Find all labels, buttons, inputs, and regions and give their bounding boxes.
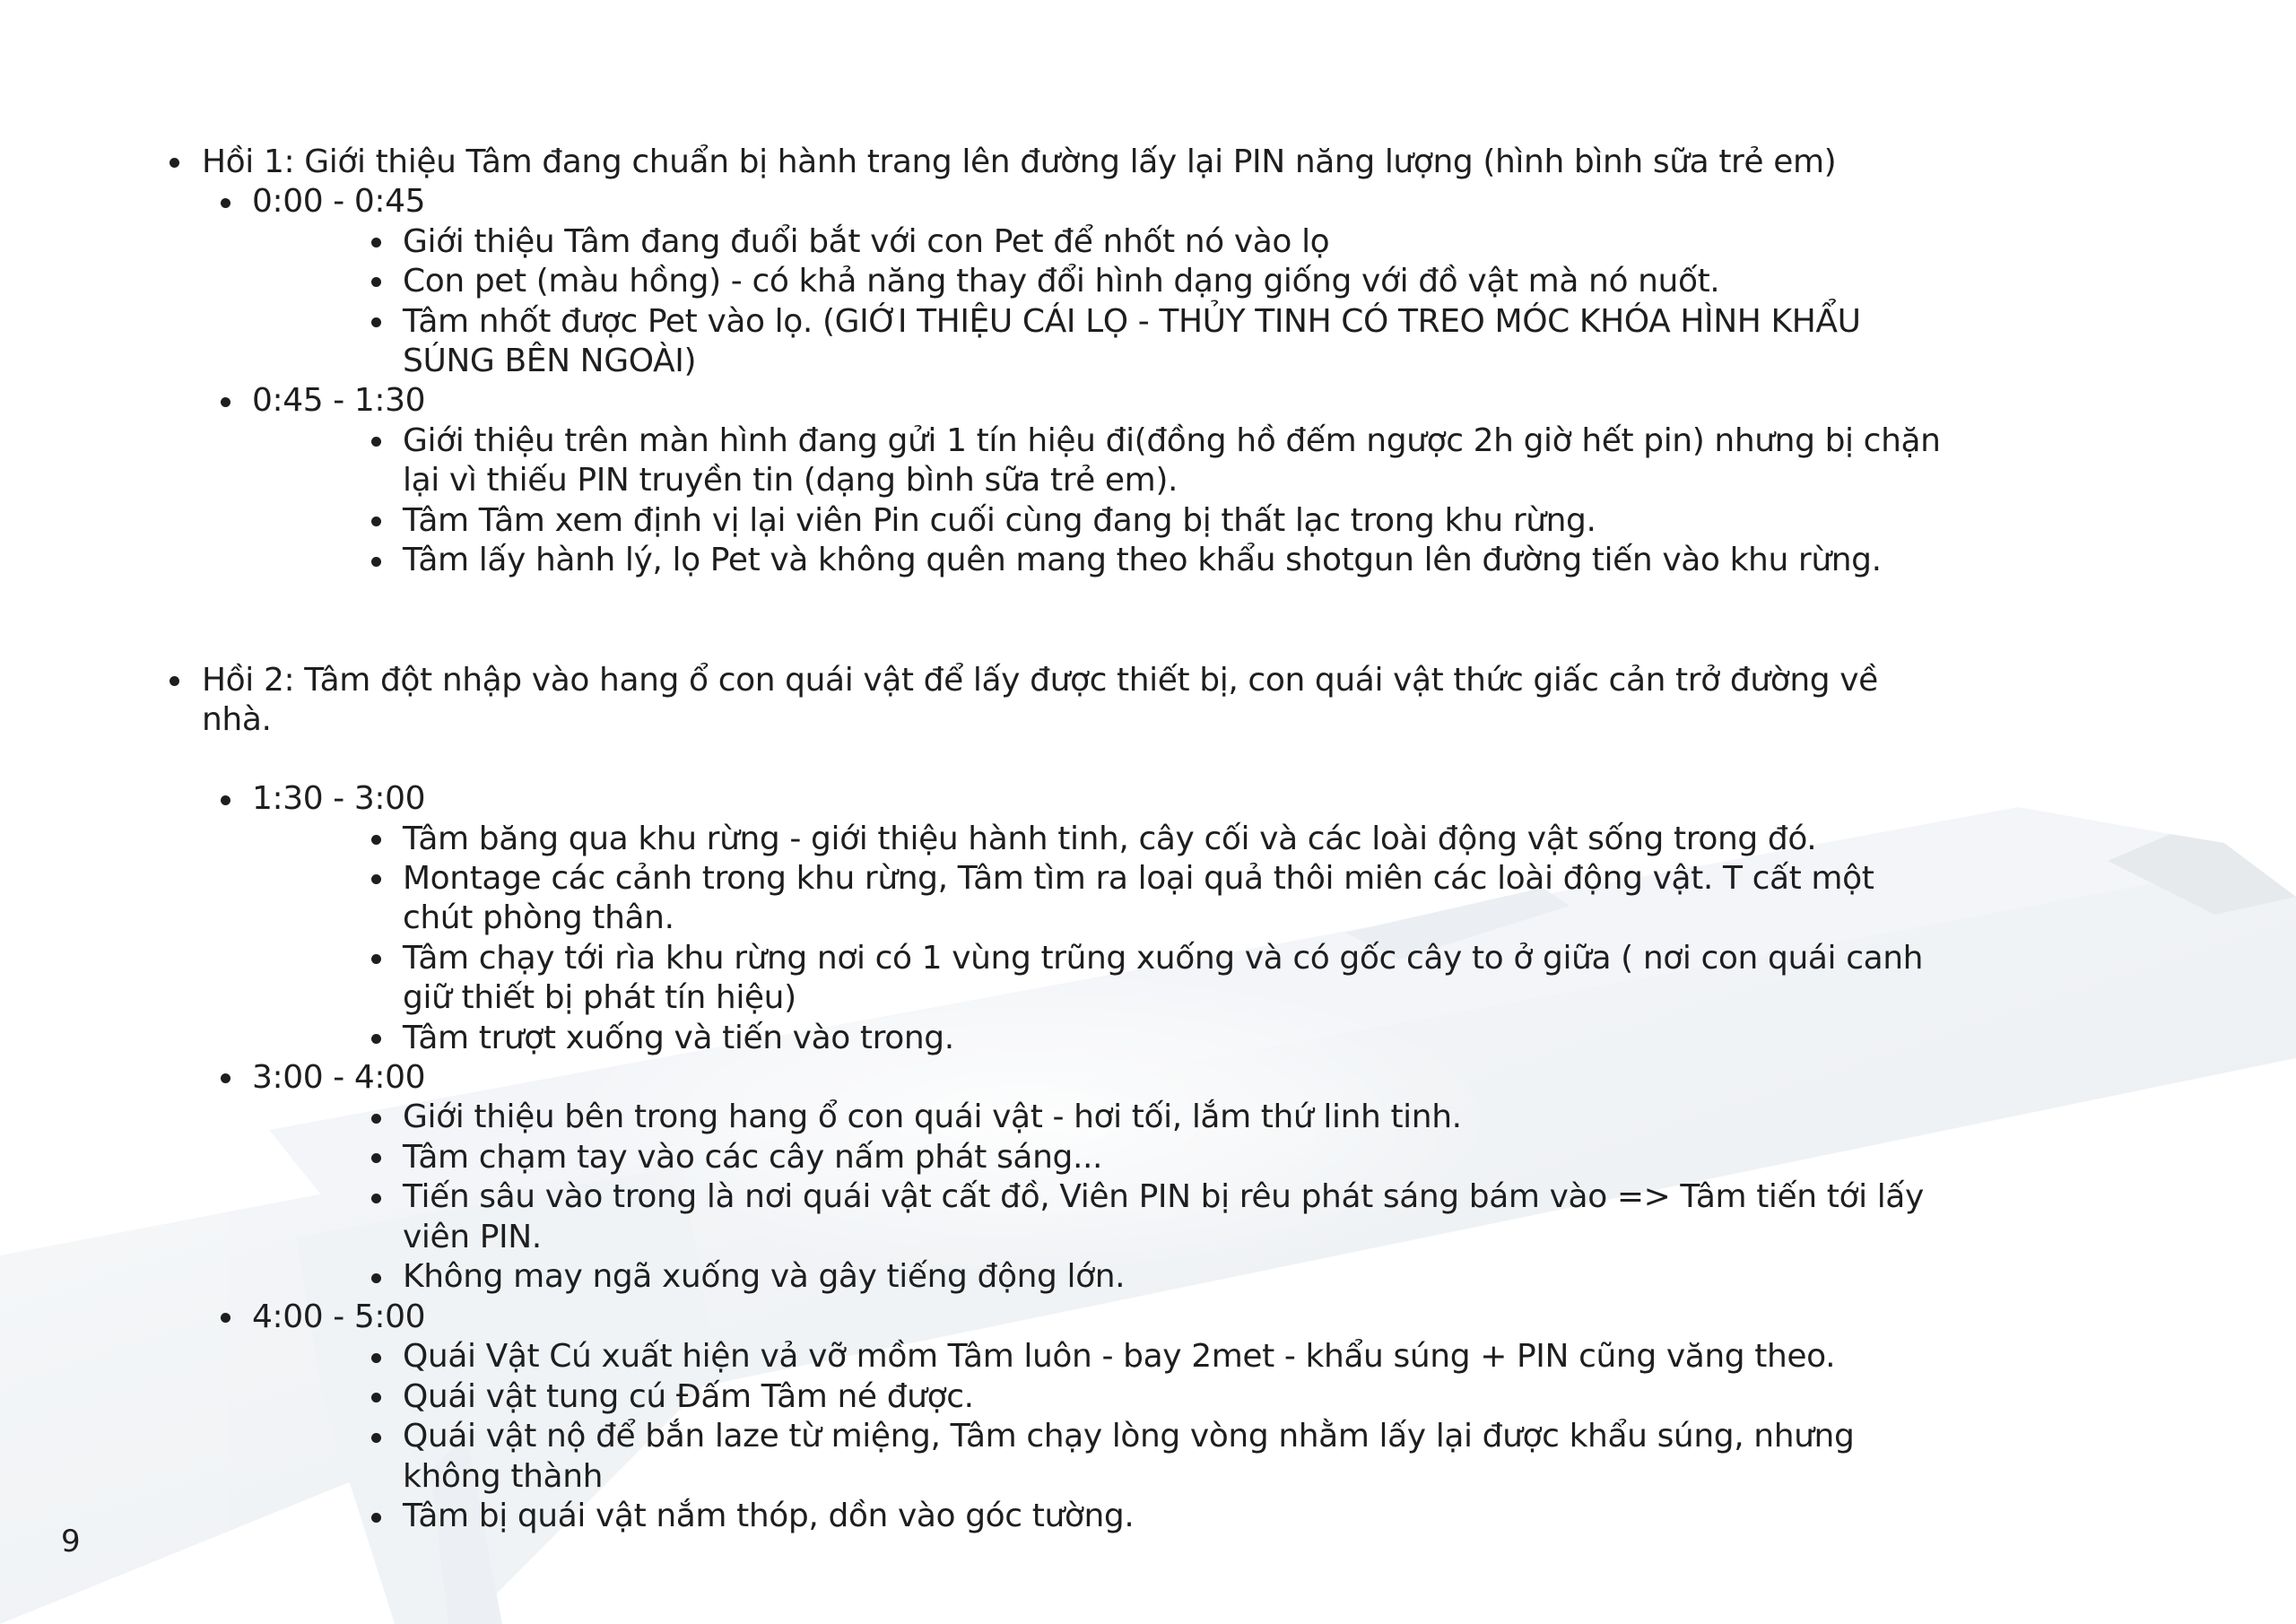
segment-time: 0:00 - 0:45	[252, 183, 426, 220]
item-bullet	[371, 557, 381, 567]
item-bullet	[371, 238, 381, 248]
item-bullet	[371, 437, 381, 447]
item-bullet	[371, 1513, 381, 1523]
list-item: Tâm băng qua khu rừng - giới thiệu hành tinh, cây cối và các loài động vật sống trong đó.	[403, 821, 1817, 857]
list-item: Quái Vật Cú xuất hiện vả vỡ mồm Tâm luôn - bay 2met - khẩu súng + PIN cũng văng theo.	[403, 1338, 1836, 1375]
list-item: Tâm Tâm xem định vị lại viên Pin cuối cùng đang bị thất lạc trong khu rừng.	[403, 502, 1596, 539]
item-bullet	[371, 1273, 381, 1283]
list-item-continuation: SÚNG BÊN NGOÀI)	[403, 343, 697, 379]
list-item: Quái vật tung cú Đấm Tâm né được.	[403, 1378, 974, 1415]
segment-time: 1:30 - 3:00	[252, 780, 426, 817]
list-item: Tiến sâu vào trong là nơi quái vật cất đồ, Viên PIN bị rêu phát sáng bám vào => Tâm tiến tới lấy	[403, 1178, 1924, 1215]
segment-time: 4:00 - 5:00	[252, 1298, 426, 1335]
item-bullet	[371, 1114, 381, 1124]
list-item: Tâm bị quái vật nắm thóp, dồn vào góc tường.	[403, 1498, 1135, 1534]
list-item: Tâm lấy hành lý, lọ Pet và không quên mang theo khẩu shotgun lên đường tiến vào khu rừng.	[403, 542, 1882, 578]
item-bullet	[371, 835, 381, 845]
list-item: Tâm chạy tới rìa khu rừng nơi có 1 vùng trũng xuống và có gốc cây to ở giữa ( nơi con quái canh	[403, 940, 1924, 977]
act-bullet	[170, 158, 179, 168]
list-item: Quái vật nộ để bắn laze từ miệng, Tâm chạy lòng vòng nhằm lấy lại được khẩu súng, nhưng	[403, 1418, 1855, 1455]
segment-bullet	[221, 397, 230, 407]
list-item: Tâm chạm tay vào các cây nấm phát sáng...	[403, 1139, 1103, 1176]
list-item: Con pet (màu hồng) - có khả năng thay đổi hình dạng giống với đồ vật mà nó nuốt.	[403, 263, 1720, 300]
item-bullet	[371, 1034, 381, 1044]
segment-bullet	[221, 795, 230, 805]
item-bullet	[371, 1194, 381, 1203]
act-bullet	[170, 676, 179, 686]
list-item: Giới thiệu bên trong hang ổ con quái vật - hơi tối, lắm thứ linh tinh.	[403, 1099, 1462, 1135]
list-item: Không may ngã xuống và gây tiếng động lớn.	[403, 1258, 1126, 1295]
segment-time: 3:00 - 4:00	[252, 1059, 426, 1096]
item-bullet	[371, 1353, 381, 1363]
list-item-continuation: lại vì thiếu PIN truyền tin (dạng bình sữa trẻ em).	[403, 462, 1178, 499]
item-bullet	[371, 954, 381, 964]
item-bullet	[371, 317, 381, 327]
item-bullet	[371, 277, 381, 287]
item-bullet	[371, 1153, 381, 1163]
list-item: Montage các cảnh trong khu rừng, Tâm tìm ra loại quả thôi miên các loài động vật. T cất một	[403, 860, 1874, 897]
list-item: Tâm nhốt được Pet vào lọ. (GIỚI THIỆU CÁI LỌ - THỦY TINH CÓ TREO MÓC KHÓA HÌNH KHẨU	[403, 303, 1861, 340]
act-title: Hồi 2: Tâm đột nhập vào hang ổ con quái vật để lấy được thiết bị, con quái vật thức giấc cản trở đường về	[202, 662, 1878, 699]
list-item: Giới thiệu trên màn hình đang gửi 1 tín hiệu đi(đồng hồ đếm ngược 2h giờ hết pin) nhưng bị chặn	[403, 422, 1941, 459]
item-bullet	[371, 517, 381, 526]
act-title: Hồi 1: Giới thiệu Tâm đang chuẩn bị hành trang lên đường lấy lại PIN năng lượng (hình bình sữa trẻ em)	[202, 143, 1837, 180]
list-item: Tâm trượt xuống và tiến vào trong.	[403, 1020, 954, 1056]
list-item-continuation: giữ thiết bị phát tín hiệu)	[403, 979, 796, 1016]
segment-bullet	[221, 198, 230, 208]
page-number: 9	[61, 1524, 81, 1559]
act-title-continuation: nhà.	[202, 701, 272, 738]
segment-time: 0:45 - 1:30	[252, 382, 426, 419]
list-item-continuation: viên PIN.	[403, 1219, 542, 1255]
item-bullet	[371, 1393, 381, 1403]
list-item-continuation: không thành	[403, 1458, 604, 1495]
list-item: Giới thiệu Tâm đang đuổi bắt với con Pet để nhốt nó vào lọ	[403, 223, 1330, 260]
item-bullet	[371, 1433, 381, 1443]
segment-bullet	[221, 1313, 230, 1323]
segment-bullet	[221, 1073, 230, 1083]
list-item-continuation: chút phòng thân.	[403, 899, 674, 936]
item-bullet	[371, 874, 381, 884]
